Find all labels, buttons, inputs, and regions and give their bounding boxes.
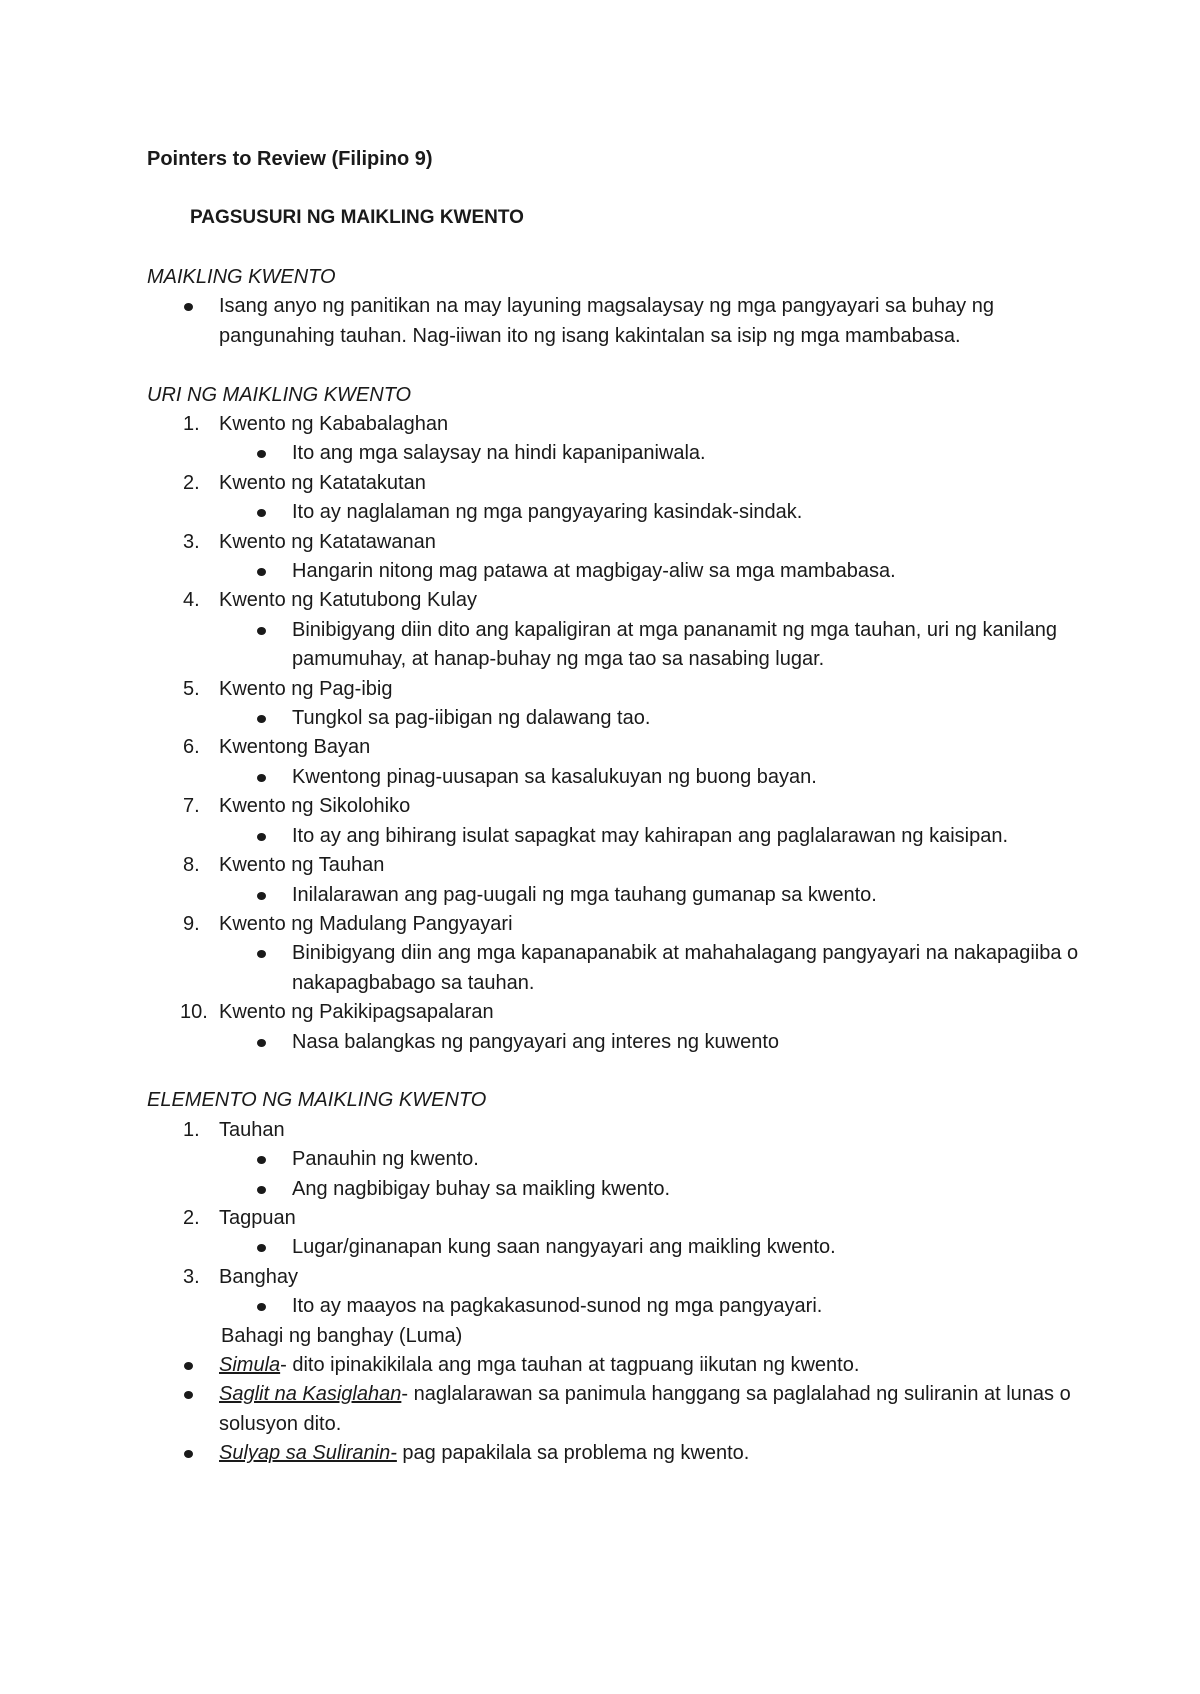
story-type-label: Kwento ng Madulang Pangyayari xyxy=(219,912,513,935)
list-number: 5. xyxy=(183,677,200,700)
list-item xyxy=(147,675,1087,704)
list-number: 4. xyxy=(183,589,200,612)
list-number: 2. xyxy=(183,1206,200,1229)
story-type-label: Kwento ng Katatawanan xyxy=(219,530,436,553)
element-description: Panauhin ng kwento. xyxy=(147,1145,1087,1174)
elements-list xyxy=(147,1116,1087,1322)
story-type-label: Kwento ng Katatakutan xyxy=(219,471,426,494)
part-term: Sulyap sa Suliranin- xyxy=(219,1442,397,1465)
list-number: 1. xyxy=(183,413,200,436)
story-types-list xyxy=(147,410,1087,1057)
document-body xyxy=(147,263,1087,1469)
list-item xyxy=(147,851,1087,880)
list-number: 7. xyxy=(183,795,200,818)
story-type-label: Kwento ng Katutubong Kulay xyxy=(219,589,477,612)
element-label: Banghay xyxy=(219,1265,298,1288)
story-type-description: Ito ay naglalaman ng mga pangyayaring kasindak-sindak. xyxy=(147,498,1087,527)
list-number: 10. xyxy=(180,1001,208,1024)
definition-bullet: Isang anyo ng panitikan na may layuning magsalaysay ng mga pangyayari sa buhay ng pangunahing tauhan. Nag-iiwan ito ng isang kakintalan sa isip ng mga mambabasa. xyxy=(147,292,1087,351)
list-item xyxy=(147,733,1087,762)
list-item xyxy=(147,1116,1087,1145)
list-number: 6. xyxy=(183,736,200,759)
section-heading-elemento: ELEMENTO NG MAIKLING KWENTO xyxy=(147,1089,487,1112)
list-item xyxy=(147,910,1087,939)
story-type-label: Kwentong Bayan xyxy=(219,736,371,759)
list-item xyxy=(147,1263,1087,1292)
section-heading-maikling-kwento: MAIKLING KWENTO xyxy=(147,266,336,288)
part-term: Simula xyxy=(219,1354,281,1376)
story-type-description: Hangarin nitong mag patawa at magbigay-aliw sa mga mambabasa. xyxy=(147,557,1087,586)
story-type-description: Binibigyang diin ang mga kapanapanabik at mahahalagang pangyayari na nakapagiiba o nakapagbabago sa tauhan. xyxy=(147,939,1087,998)
part-description: - naglalarawan sa panimula hanggang sa paglalahad ng suliranin at lunas o solusyon dito. xyxy=(219,1383,1071,1435)
part-description: pag papakilala sa problema ng kwento. xyxy=(396,1442,750,1465)
banghay-part xyxy=(147,1439,1087,1468)
list-number: 1. xyxy=(183,1118,200,1141)
list-number: 2. xyxy=(183,471,200,494)
list-item xyxy=(147,410,1087,439)
banghay-part xyxy=(147,1351,1087,1380)
story-type-label: Kwento ng Sikolohiko xyxy=(219,795,411,818)
element-description: Ito ay maayos na pagkakasunod-sunod ng mga pangyayari. xyxy=(147,1292,1087,1321)
story-type-description: Tungkol sa pag-iibigan ng dalawang tao. xyxy=(147,704,1087,733)
story-type-label: Kwento ng Kababalaghan xyxy=(219,413,449,436)
story-type-label: Kwento ng Pag-ibig xyxy=(219,677,393,700)
story-type-description: Inilalarawan ang pag-uugali ng mga tauhang gumanap sa kwento. xyxy=(147,881,1087,910)
list-number: 3. xyxy=(183,530,200,553)
list-item xyxy=(147,469,1087,498)
list-number: 8. xyxy=(183,854,200,877)
part-term: Saglit na Kasiglahan xyxy=(219,1383,402,1406)
element-description: Ang nagbibigay buhay sa maikling kwento. xyxy=(147,1175,1087,1204)
document-subtitle: PAGSUSURI NG MAIKLING KWENTO xyxy=(190,207,524,228)
story-type-label: Kwento ng Tauhan xyxy=(219,854,385,877)
list-item xyxy=(147,792,1087,821)
part-description: - dito ipinakikilala ang mga tauhan at tagpuang iikutan ng kwento. xyxy=(280,1354,860,1376)
document-title: Pointers to Review (Filipino 9) xyxy=(147,148,433,170)
story-type-description: Nasa balangkas ng pangyayari ang interes ng kuwento xyxy=(147,1028,1087,1057)
banghay-parts-label: Bahagi ng banghay (Luma) xyxy=(221,1324,463,1347)
story-type-description: Ito ay ang bihirang isulat sapagkat may kahirapan ang paglalarawan ng kaisipan. xyxy=(147,822,1087,851)
element-label: Tauhan xyxy=(219,1118,285,1141)
definition-list xyxy=(147,292,1087,351)
list-number: 9. xyxy=(183,912,200,935)
element-label: Tagpuan xyxy=(219,1206,296,1229)
banghay-part xyxy=(147,1380,1087,1439)
story-type-description: Ito ang mga salaysay na hindi kapanipaniwala. xyxy=(147,439,1087,468)
story-type-description: Binibigyang diin dito ang kapaligiran at mga pananamit ng mga tauhan, uri ng kanilang pamumuhay, at hanap-buhay ng mga tao sa nasabing lugar. xyxy=(147,616,1087,675)
list-item xyxy=(147,998,1087,1027)
story-type-description: Kwentong pinag-uusapan sa kasalukuyan ng buong bayan. xyxy=(147,763,1087,792)
list-item xyxy=(147,1204,1087,1233)
banghay-parts-list xyxy=(147,1351,1087,1469)
list-item xyxy=(147,586,1087,615)
section-heading-uri: URI NG MAIKLING KWENTO xyxy=(147,383,412,406)
list-number: 3. xyxy=(183,1265,200,1288)
story-type-label: Kwento ng Pakikipagsapalaran xyxy=(219,1001,494,1024)
list-item xyxy=(147,528,1087,557)
element-description: Lugar/ginanapan kung saan nangyayari ang maikling kwento. xyxy=(147,1233,1087,1262)
